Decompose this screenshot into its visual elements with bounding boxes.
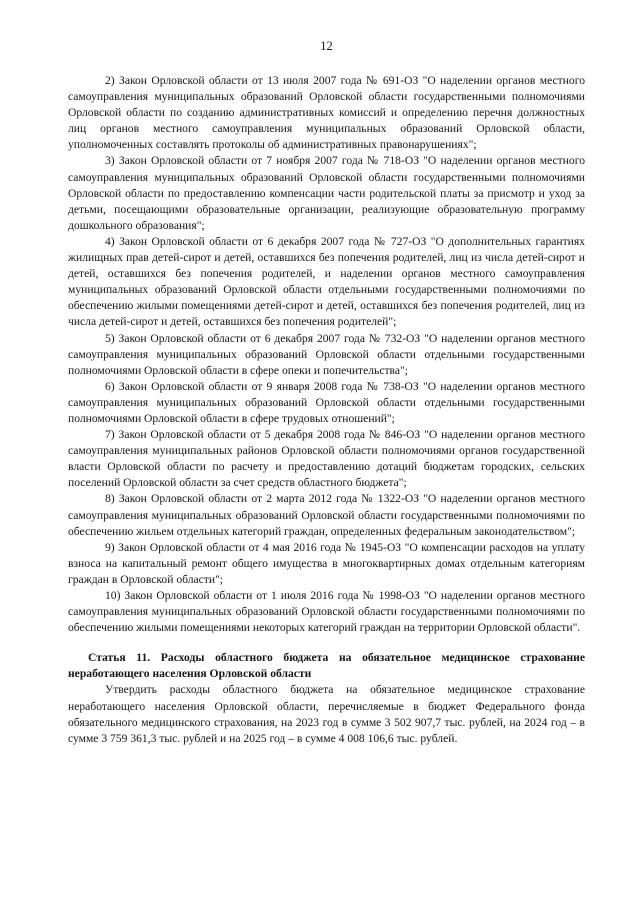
page-number: 12 bbox=[320, 39, 333, 53]
list-item: 3) Закон Орловской области от 7 ноября 2007 года № 718-ОЗ "О наделении органов местного самоуправления муниципальных образований Орловской области государственными полномочиями Орловской области по предоставлению компенсации части родительской платы за присмотр и уход за детьми, посещающими образовательные организации, реализующие образовательную программу дошкольного образования"; bbox=[68, 154, 585, 232]
list-item: 9) Закон Орловской области от 4 мая 2016 года № 1945-ОЗ "О компенсации расходов на уплату взноса на капитальный ремонт общего имущества в многоквартирных домах отдельным категориям граждан в Орловской области"; bbox=[68, 540, 585, 586]
list-item: 5) Закон Орловской области от 6 декабря 2007 года № 732-ОЗ "О наделении органов местного самоуправления муниципальных образований Орловской области отдельными государственными полномочиями Орловской области в сфере опеки и попечительства"; bbox=[68, 331, 585, 377]
list-item: 10) Закон Орловской области от 1 июля 2016 года № 1998-ОЗ "О наделении органов местного самоуправления муниципальных образований Орловской области государственными полномочиями по обеспечению жилыми помещениями некоторых категорий граждан на территории Орловской области". bbox=[68, 589, 585, 635]
list-item: 6) Закон Орловской области от 9 января 2008 года № 738-ОЗ "О наделении органов местного самоуправления муниципальных образований Орловской области отдельными государственными полномочиями Орловской области в сфере трудовых отношений"; bbox=[68, 379, 585, 425]
list-item: 8) Закон Орловской области от 2 марта 2012 года № 1322-ОЗ "О наделении органов местного самоуправления муниципальных образований Орловской области государственными полномочиями по обеспечению жильем отдельных категорий граждан, определенных федеральным законодательством"; bbox=[68, 492, 585, 538]
law-list bbox=[68, 73, 585, 636]
article-body: Утвердить расходы областного бюджета на обязательное медицинское страхование неработающего населения Орловской области, перечисляемые в бюджет Федерального фонда обязательного медицинского страхования, на 2023 год в сумме 3 502 907,7 тыс. рублей, на 2024 год – в сумме 3 759 361,3 тыс. рублей и на 2025 год – в сумме 4 008 106,6 тыс. рублей. bbox=[68, 683, 585, 745]
list-item: 2) Закон Орловской области от 13 июля 2007 года № 691-ОЗ "О наделении органов местного самоуправления муниципальных образований Орловской области государственными полномочиями Орловской области по созданию административных комиссий и определению перечня должностных лиц органов местного самоуправления муниципальных образований Орловской области, уполномоченных составлять протоколы об административных правонарушениях"; bbox=[68, 74, 585, 152]
article-section bbox=[68, 650, 585, 747]
list-item: 4) Закон Орловской области от 6 декабря 2007 года № 727-ОЗ "О дополнительных гарантиях жилищных прав детей-сирот и детей, оставшихся без попечения родителей, лиц из числа детей-сирот и детей, оставшихся без попечения родителей, и наделении органов местного самоуправления муниципальных образований Орловской области отдельными государственными полномочиями по обеспечению жилыми помещениями детей-сирот и детей, оставшихся без попечения родителей, лиц из числа детей-сирот и детей, оставшихся без попечения родителей"; bbox=[68, 234, 585, 329]
list-item: 7) Закон Орловской области от 5 декабря 2008 года № 846-ОЗ "О наделении органов местного самоуправления муниципальных районов Орловской области полномочиями органов государственной власти Орловской области по расчету и предоставлению дотаций бюджетам городских, сельских поселений Орловской области за счет средств областного бюджета"; bbox=[68, 428, 585, 490]
article-heading: Статья 11. Расходы областного бюджета на обязательное медицинское страхование неработающего населения Орловской области bbox=[68, 651, 585, 681]
document-page bbox=[68, 38, 585, 747]
